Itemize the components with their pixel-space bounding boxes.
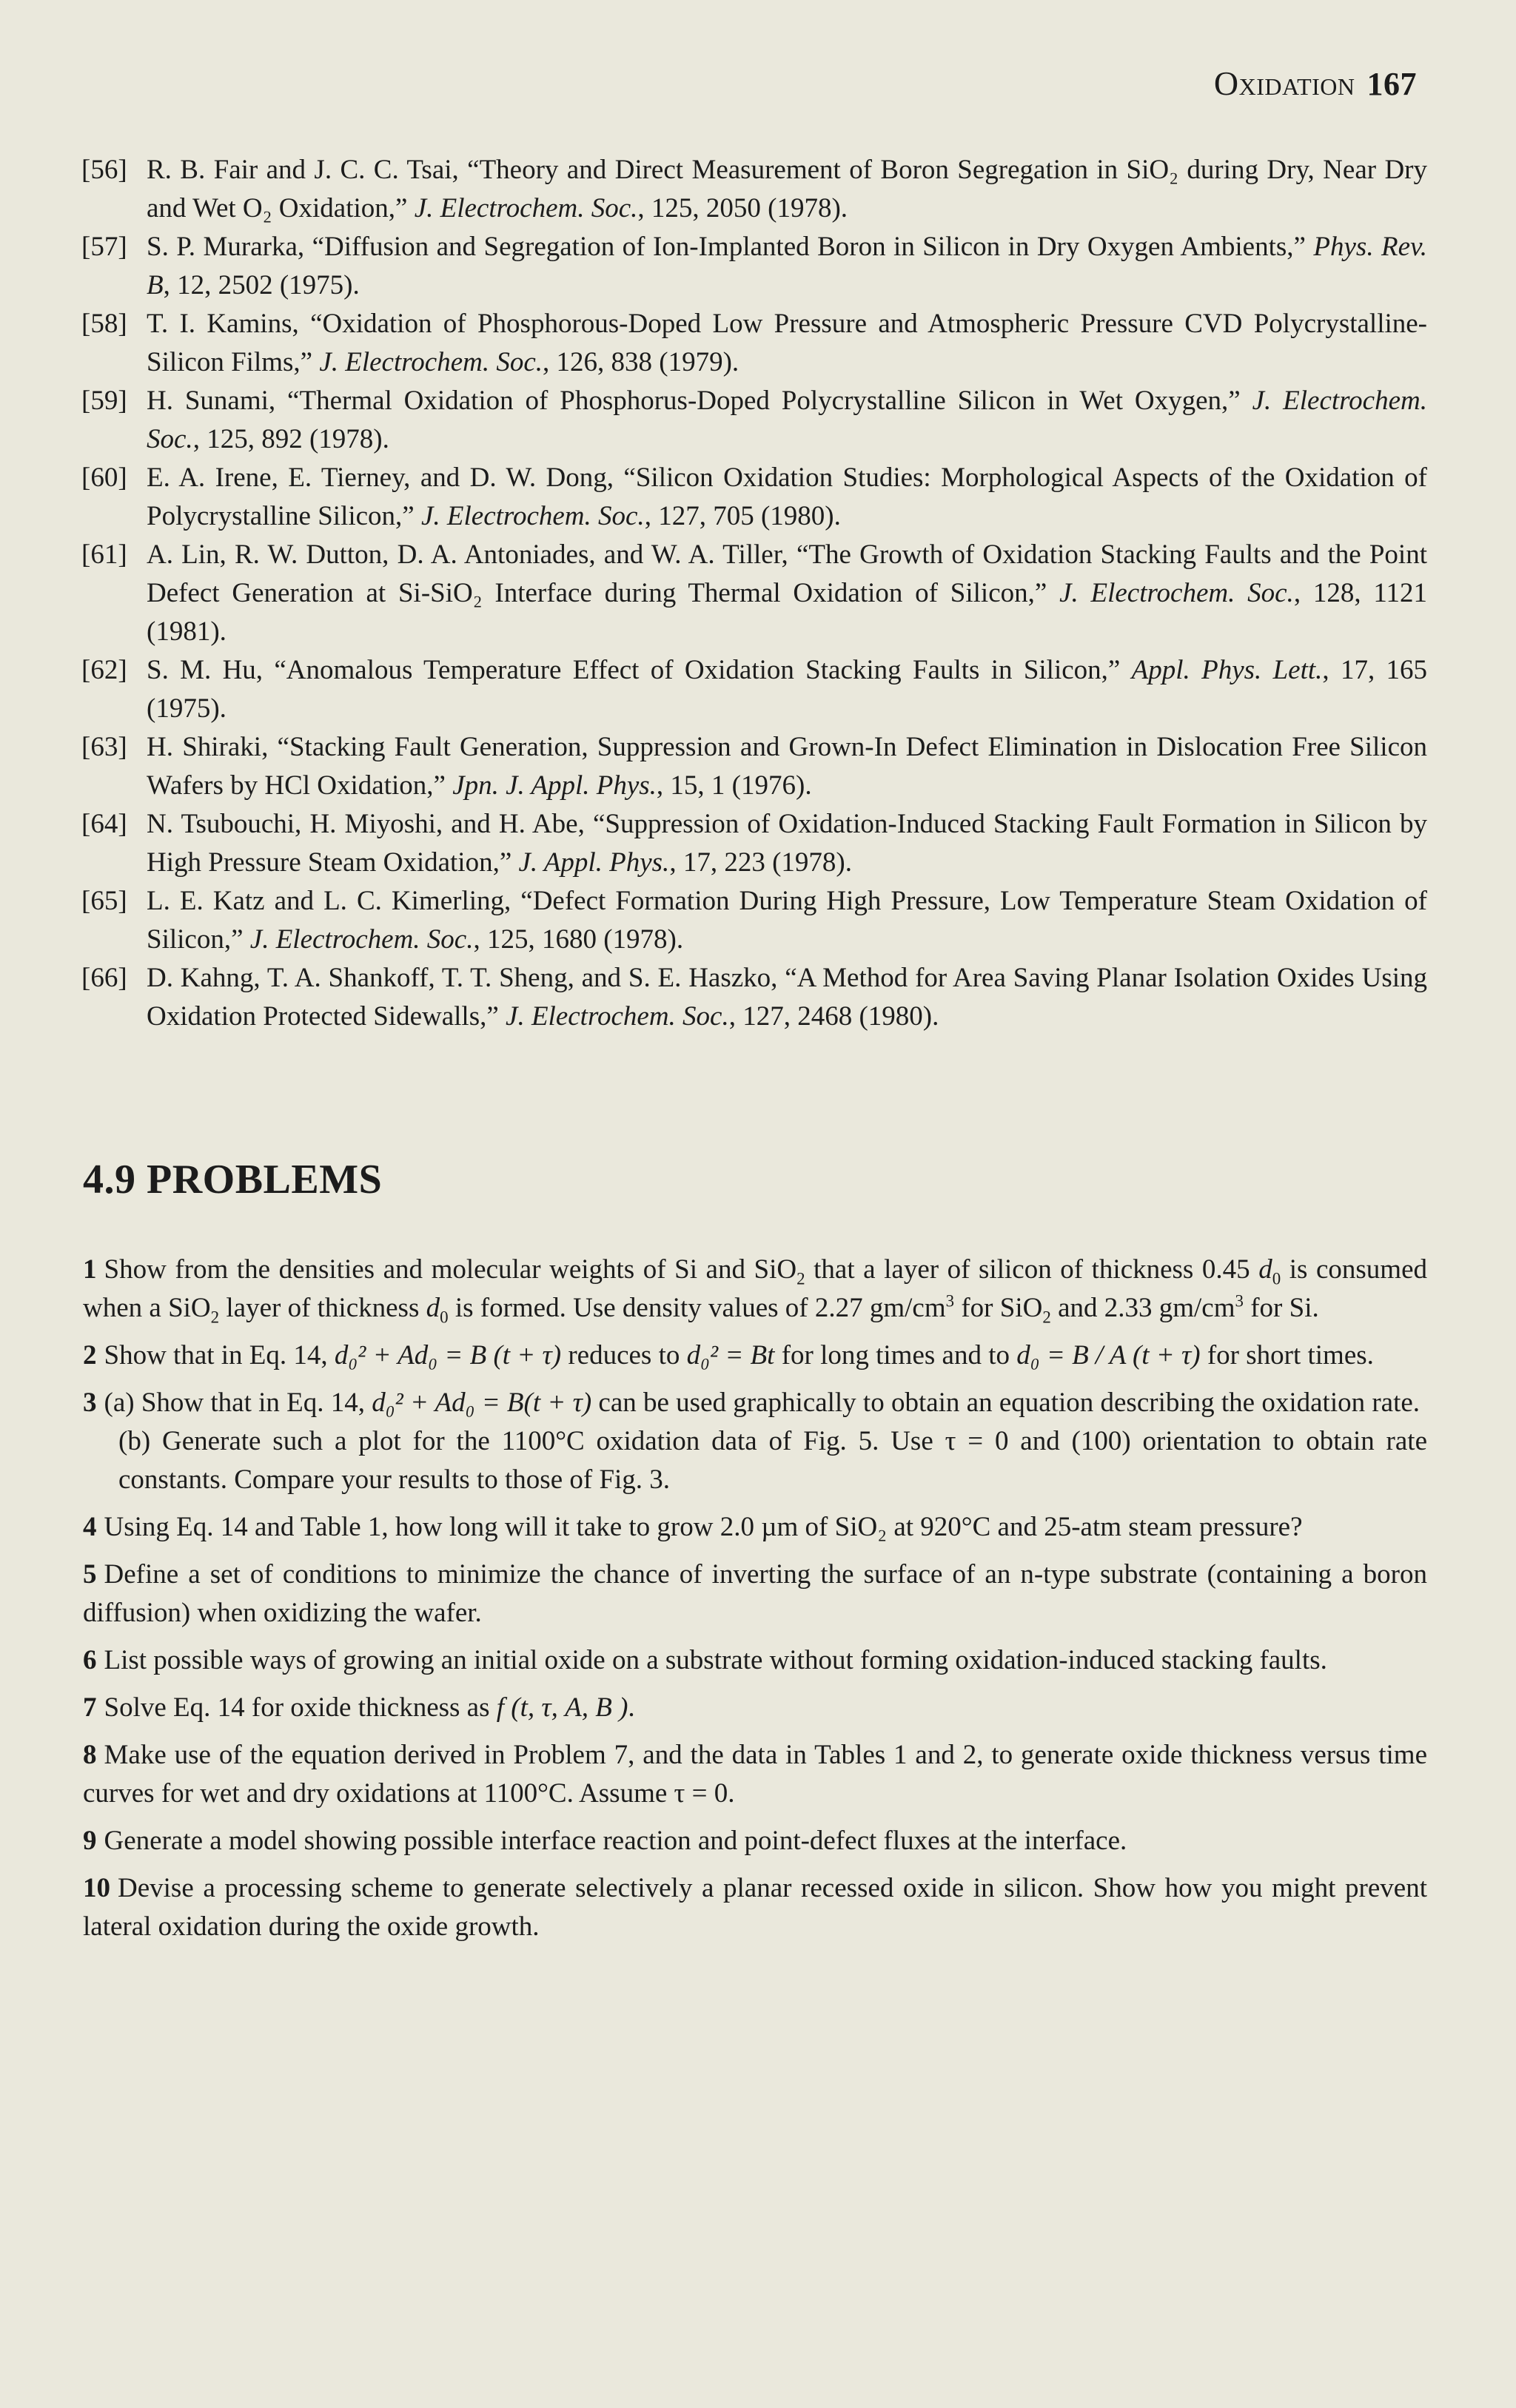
problem-item xyxy=(83,1822,1427,1860)
reference-citation: , 125, 892 (1978). xyxy=(192,424,389,454)
reference-journal: J. Electrochem. Soc. xyxy=(414,193,638,223)
reference-number: [66] xyxy=(81,963,127,993)
reference-authors: H. Sunami, xyxy=(147,386,288,416)
subscript: 2 xyxy=(796,1269,805,1288)
problem-text: Define a set of conditions to minimize the chance of inverting the surface of an n-type substrate (containing a boron diffusion) when oxidizing the wafer. xyxy=(83,1559,1427,1628)
reference-journal: J. Electrochem. Soc. xyxy=(147,386,1427,454)
section-heading: 4.9 PROBLEMS xyxy=(83,1157,383,1203)
reference-title: “Anomalous Temperature Effect of Oxidation Stacking Faults in Silicon,” xyxy=(274,655,1132,685)
subscript: 2 xyxy=(210,1308,220,1327)
reference-authors: S. P. Murarka, xyxy=(147,232,312,262)
reference-title: “The Growth of Oxidation Stacking Faults and the Point Defect Generation at Si-SiO₂ Interface during Thermal Oxidation of Silicon,” xyxy=(147,539,1427,608)
reference-citation: , 17, 223 (1978). xyxy=(669,847,852,878)
reference-journal: J. Appl. Phys. xyxy=(518,847,670,878)
reference-item xyxy=(81,459,1427,536)
problem-text: Devise a processing scheme to generate selectively a planar recessed oxide in silicon. Show how you might prevent lateral oxidation during the oxide growth. xyxy=(83,1873,1427,1942)
reference-title: “Silicon Oxidation Studies: Morphological Aspects of the Oxidation of Polycrystalline Silicon,” xyxy=(147,463,1427,531)
problem-text: Make use of the equation derived in Problem 7, and the data in Tables 1 and 2, to generate oxide thickness versus time curves for wet and dry oxidations at 1100°C. Assume τ = 0. xyxy=(83,1740,1427,1809)
reference-journal: Appl. Phys. Lett. xyxy=(1131,655,1323,685)
problem-number: 2 xyxy=(83,1340,97,1371)
reference-authors: H. Shiraki, xyxy=(147,732,278,762)
problem-text: that a layer of silicon of thickness 0.45 xyxy=(805,1254,1259,1285)
reference-authors: S. M. Hu, xyxy=(147,655,275,685)
reference-citation: , 127, 705 (1980). xyxy=(644,501,841,531)
problem-text: Generate a model showing possible interface reaction and point-defect fluxes at the interface. xyxy=(104,1826,1127,1856)
reference-list xyxy=(81,151,1427,1036)
reference-authors: D. Kahng, T. A. Shankoff, T. T. Sheng, and S. E. Haszko, xyxy=(147,963,785,993)
page-number: 167 xyxy=(1366,66,1417,102)
equation: f (t, τ, A, B ) xyxy=(496,1692,628,1723)
reference-number: [59] xyxy=(81,386,127,416)
reference-item xyxy=(81,151,1427,228)
reference-journal: Jpn. J. Appl. Phys. xyxy=(452,770,657,801)
superscript: 3 xyxy=(945,1291,955,1311)
reference-item xyxy=(81,305,1427,382)
problem-item xyxy=(83,1384,1427,1422)
reference-item xyxy=(81,728,1427,805)
reference-citation: , 15, 1 (1976). xyxy=(656,770,812,801)
reference-item xyxy=(81,651,1427,728)
reference-title: “Defect Formation During High Pressure, Low Temperature Steam Oxidation of Silicon,” xyxy=(147,886,1427,955)
problem-text: Solve Eq. 14 for oxide thickness as xyxy=(104,1692,497,1723)
reference-number: [56] xyxy=(81,155,127,185)
reference-journal: J. Electrochem. Soc. xyxy=(1059,578,1294,608)
reference-number: [65] xyxy=(81,886,127,916)
reference-citation: , 126, 838 (1979). xyxy=(543,347,739,377)
reference-item xyxy=(81,382,1427,459)
reference-number: [57] xyxy=(81,232,127,262)
problem-number: 10 xyxy=(83,1873,110,1903)
reference-citation: , 127, 2468 (1980). xyxy=(728,1001,939,1032)
reference-authors: E. A. Irene, E. Tierney, and D. W. Dong, xyxy=(147,463,624,493)
problem-item xyxy=(83,1556,1427,1632)
reference-number: [62] xyxy=(81,655,127,685)
reference-title: “Theory and Direct Measurement of Boron Segregation in SiO₂ during Dry, Near Dry and Wet O₂ Oxidation,” xyxy=(147,155,1427,223)
problem-text: is consumed when a SiO xyxy=(83,1254,1427,1323)
reference-number: [58] xyxy=(81,309,127,339)
reference-authors: L. E. Katz and L. C. Kimerling, xyxy=(147,886,521,916)
problem-text: (a) Show that in Eq. 14, xyxy=(104,1388,372,1418)
math-variable: d xyxy=(1258,1254,1272,1285)
superscript: 3 xyxy=(1235,1291,1244,1311)
problem-number: 1 xyxy=(83,1254,97,1285)
reference-item xyxy=(81,805,1427,882)
reference-item xyxy=(81,228,1427,305)
problem-text: can be used graphically to obtain an equation describing the oxidation rate. xyxy=(591,1388,1421,1418)
reference-number: [60] xyxy=(81,463,127,493)
problem-item xyxy=(83,1869,1427,1946)
reference-item xyxy=(81,536,1427,651)
problem-text: and 2.33 gm/cm xyxy=(1050,1293,1235,1323)
problem-text: for SiO xyxy=(954,1293,1043,1323)
reference-journal: J. Electrochem. Soc. xyxy=(420,501,645,531)
subscript: 0 xyxy=(440,1308,449,1327)
reference-citation: , 128, 1121 (1981). xyxy=(147,578,1427,647)
problem-number: 8 xyxy=(83,1740,97,1770)
problem-text: layer of thickness xyxy=(219,1293,426,1323)
running-head xyxy=(1214,64,1417,103)
problem-text: Using Eq. 14 and Table 1, how long will it take to grow 2.0 µm of SiO₂ at 920°C and 25-atm steam pressure? xyxy=(104,1512,1303,1542)
reference-title: “A Method for Area Saving Planar Isolation Oxides Using Oxidation Protected Sidewalls,” xyxy=(147,963,1427,1032)
reference-number: [64] xyxy=(81,809,127,839)
problem-text: for Si. xyxy=(1243,1293,1319,1323)
math-variable: d xyxy=(426,1293,440,1323)
reference-title: “Diffusion and Segregation of Ion-Implanted Boron in Silicon in Dry Oxygen Ambients,” xyxy=(312,232,1314,262)
reference-number: [63] xyxy=(81,732,127,762)
reference-citation: , 12, 2502 (1975). xyxy=(163,270,360,300)
reference-citation: , 125, 2050 (1978). xyxy=(637,193,848,223)
subscript: 0 xyxy=(1272,1269,1281,1288)
problem-item xyxy=(83,1689,1427,1727)
problem-list xyxy=(83,1251,1427,1955)
reference-journal: Phys. Rev. B xyxy=(147,232,1427,300)
equation: d₀² + Ad₀ = B (t + τ) xyxy=(334,1340,562,1371)
problem-text: for long times and to xyxy=(774,1340,1017,1371)
problem-number: 4 xyxy=(83,1512,97,1542)
reference-authors: R. B. Fair and J. C. C. Tsai, xyxy=(147,155,468,185)
problem-number: 6 xyxy=(83,1645,97,1675)
equation: d₀² = Bt xyxy=(686,1340,775,1371)
problem-item xyxy=(83,1251,1427,1328)
reference-number: [61] xyxy=(81,539,127,570)
reference-title: “Suppression of Oxidation-Induced Stacking Fault Formation in Silicon by High Pressure Steam Oxidation,” xyxy=(147,809,1428,878)
reference-journal: J. Electrochem. Soc. xyxy=(506,1001,729,1032)
problem-item xyxy=(83,1641,1427,1680)
reference-item xyxy=(81,959,1427,1036)
reference-authors: T. I. Kamins, xyxy=(147,309,311,339)
reference-authors: N. Tsubouchi, H. Miyoshi, and H. Abe, xyxy=(147,809,593,839)
reference-authors: A. Lin, R. W. Dutton, D. A. Antoniades, and W. A. Tiller, xyxy=(147,539,796,570)
equation: d₀ = B / A (t + τ) xyxy=(1016,1340,1201,1371)
equation: d₀² + Ad₀ = B(t + τ) xyxy=(372,1388,592,1418)
problem-number: 9 xyxy=(83,1826,97,1856)
problem-text: Show that in Eq. 14, xyxy=(104,1340,335,1371)
reference-title: “Thermal Oxidation of Phosphorus-Doped Polycrystalline Silicon in Wet Oxygen,” xyxy=(287,386,1252,416)
subscript: 2 xyxy=(1042,1308,1051,1327)
reference-item xyxy=(81,882,1427,959)
problem-number: 5 xyxy=(83,1559,97,1590)
problem-item xyxy=(83,1736,1427,1813)
reference-citation: , 17, 165 (1975). xyxy=(147,655,1428,724)
reference-journal: J. Electrochem. Soc. xyxy=(249,924,474,955)
problem-text: for short times. xyxy=(1200,1340,1374,1371)
problem-number: 7 xyxy=(83,1692,97,1723)
reference-title: “Stacking Fault Generation, Suppression and Grown-In Defect Elimination in Dislocation Free Silicon Wafers by HCl Oxidation,” xyxy=(147,732,1427,801)
problem-subitem xyxy=(83,1422,1427,1499)
chapter-title: Oxidation xyxy=(1213,64,1355,102)
problem-number: 3 xyxy=(83,1388,97,1418)
problem-text: (b) Generate such a plot for the 1100°C oxidation data of Fig. 5. Use τ = 0 and (100) orientation to obtain rate constants. Compare your results to those of Fig. 3. xyxy=(118,1426,1427,1495)
problem-item xyxy=(83,1336,1427,1375)
problem-text: reduces to xyxy=(561,1340,687,1371)
reference-citation: , 125, 1680 (1978). xyxy=(473,924,684,955)
problem-text: List possible ways of growing an initial oxide on a substrate without forming oxidation-induced stacking faults. xyxy=(104,1645,1327,1675)
reference-journal: J. Electrochem. Soc. xyxy=(319,347,543,377)
problem-item xyxy=(83,1508,1427,1547)
problem-text: . xyxy=(628,1692,635,1723)
problem-text: is formed. Use density values of 2.27 gm/cm xyxy=(448,1293,946,1323)
problem-text: Show from the densities and molecular weights of Si and SiO xyxy=(104,1254,797,1285)
reference-title: “Oxidation of Phosphorous-Doped Low Pressure and Atmospheric Pressure CVD Polycrystalline-Silicon Films,” xyxy=(147,309,1427,377)
